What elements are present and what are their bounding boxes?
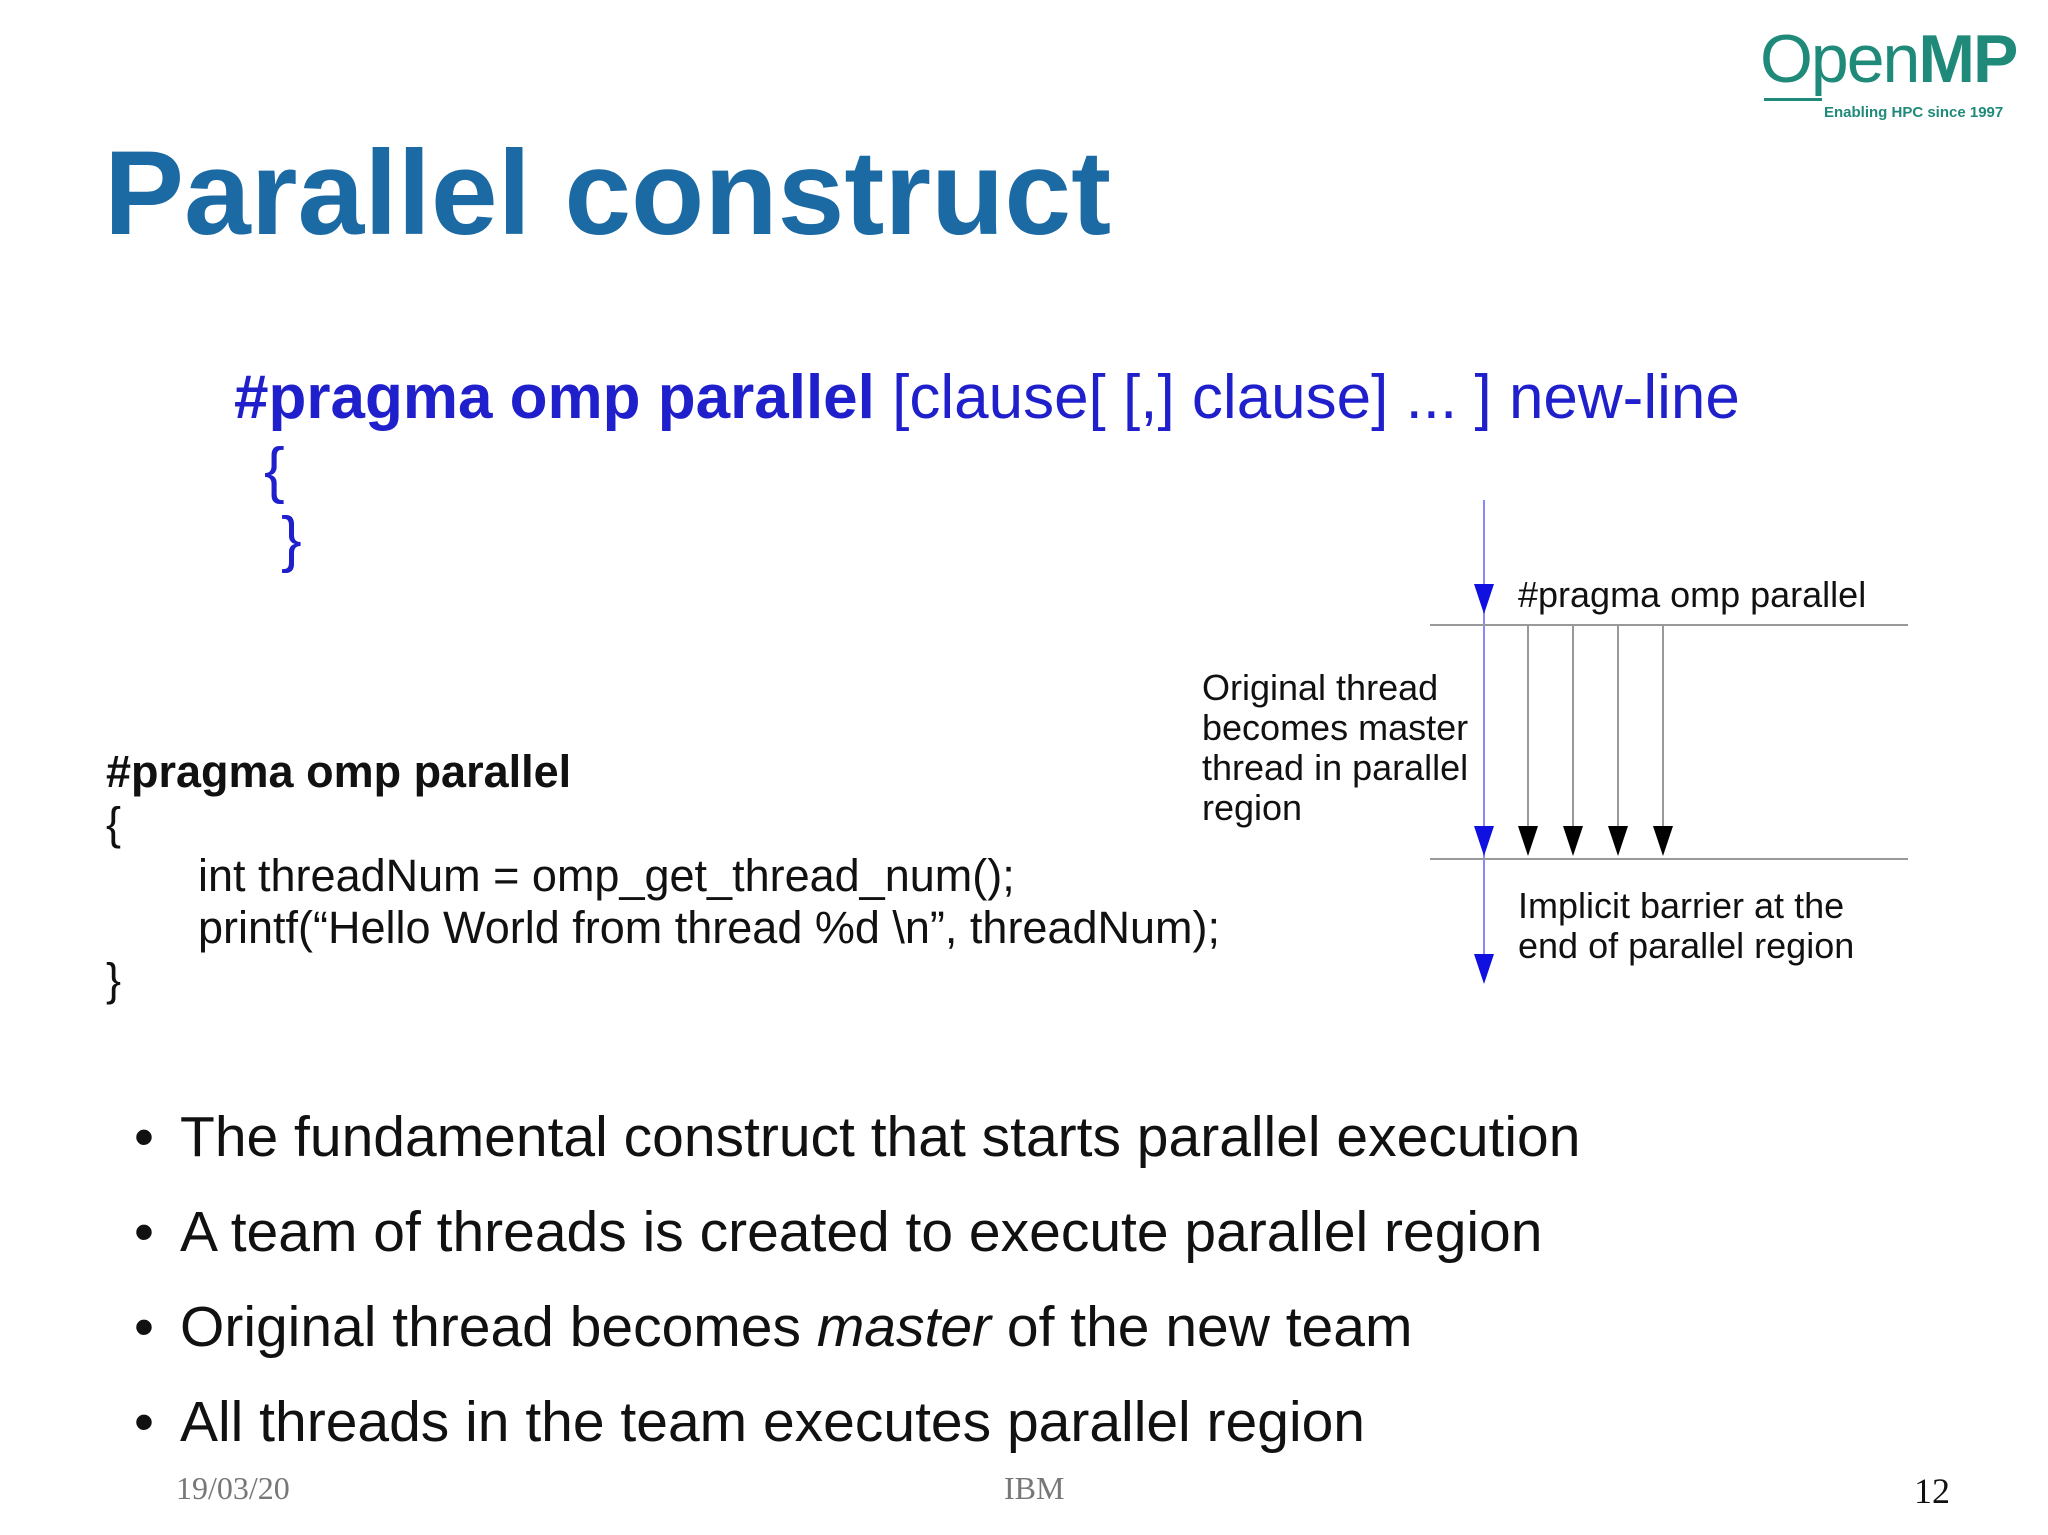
diagram-master-label-4: region xyxy=(1202,787,1303,828)
code-directive: #pragma omp parallel xyxy=(106,746,572,797)
code-close-brace: } xyxy=(106,954,122,1005)
page-number: 12 xyxy=(1914,1471,1950,1511)
diagram-master-label-3: thread in parallel xyxy=(1202,747,1469,788)
bullet-list xyxy=(134,1090,1580,1470)
master-arrow-head xyxy=(1474,584,1494,614)
bullet-item: • A team of threads is created to execute parallel region xyxy=(134,1185,1580,1280)
syntax-open-brace: { xyxy=(264,436,285,505)
diagram-pragma-label: #pragma omp parallel xyxy=(1518,574,1867,615)
diagram-barrier-label-1: Implicit barrier at the xyxy=(1518,885,1845,926)
syntax-close-brace: } xyxy=(281,505,302,574)
worker-arrow-head xyxy=(1518,826,1538,856)
worker-arrow-head xyxy=(1563,826,1583,856)
footer-date: 19/03/20 xyxy=(176,1470,290,1506)
emphasis-master: master xyxy=(816,1295,992,1359)
syntax-clauses: [clause[ [,] clause] ... ] new-line xyxy=(874,363,1740,432)
footer-org: IBM xyxy=(1004,1470,1065,1506)
logo-tagline: Enabling HPC since 1997 xyxy=(1824,104,2004,121)
worker-arrow-head xyxy=(1653,826,1673,856)
diagram-master-label-1: Original thread xyxy=(1202,667,1439,708)
slide-title: Parallel construct xyxy=(104,126,1112,260)
master-arrow-head xyxy=(1474,954,1494,984)
bullet-item: • All threads in the team executes parallel region xyxy=(134,1375,1580,1470)
code-line-2: printf(“Hello World from thread %d \n”, threadNum); xyxy=(198,902,1221,953)
master-arrow-head xyxy=(1474,826,1494,856)
bullet-item: • Original thread becomes master of the new team xyxy=(134,1280,1580,1375)
code-line-1: int threadNum = omp_get_thread_num(); xyxy=(198,850,1015,901)
bullet-item: • The fundamental construct that starts parallel execution xyxy=(134,1090,1580,1185)
syntax-directive: #pragma omp parallel xyxy=(234,363,875,432)
logo-wordmark: OpenMP xyxy=(1760,21,2017,97)
worker-arrow-head xyxy=(1608,826,1628,856)
diagram-barrier-label-2: end of parallel region xyxy=(1518,925,1855,966)
diagram-master-label-2: becomes master xyxy=(1202,707,1469,748)
code-open-brace: { xyxy=(106,798,122,849)
